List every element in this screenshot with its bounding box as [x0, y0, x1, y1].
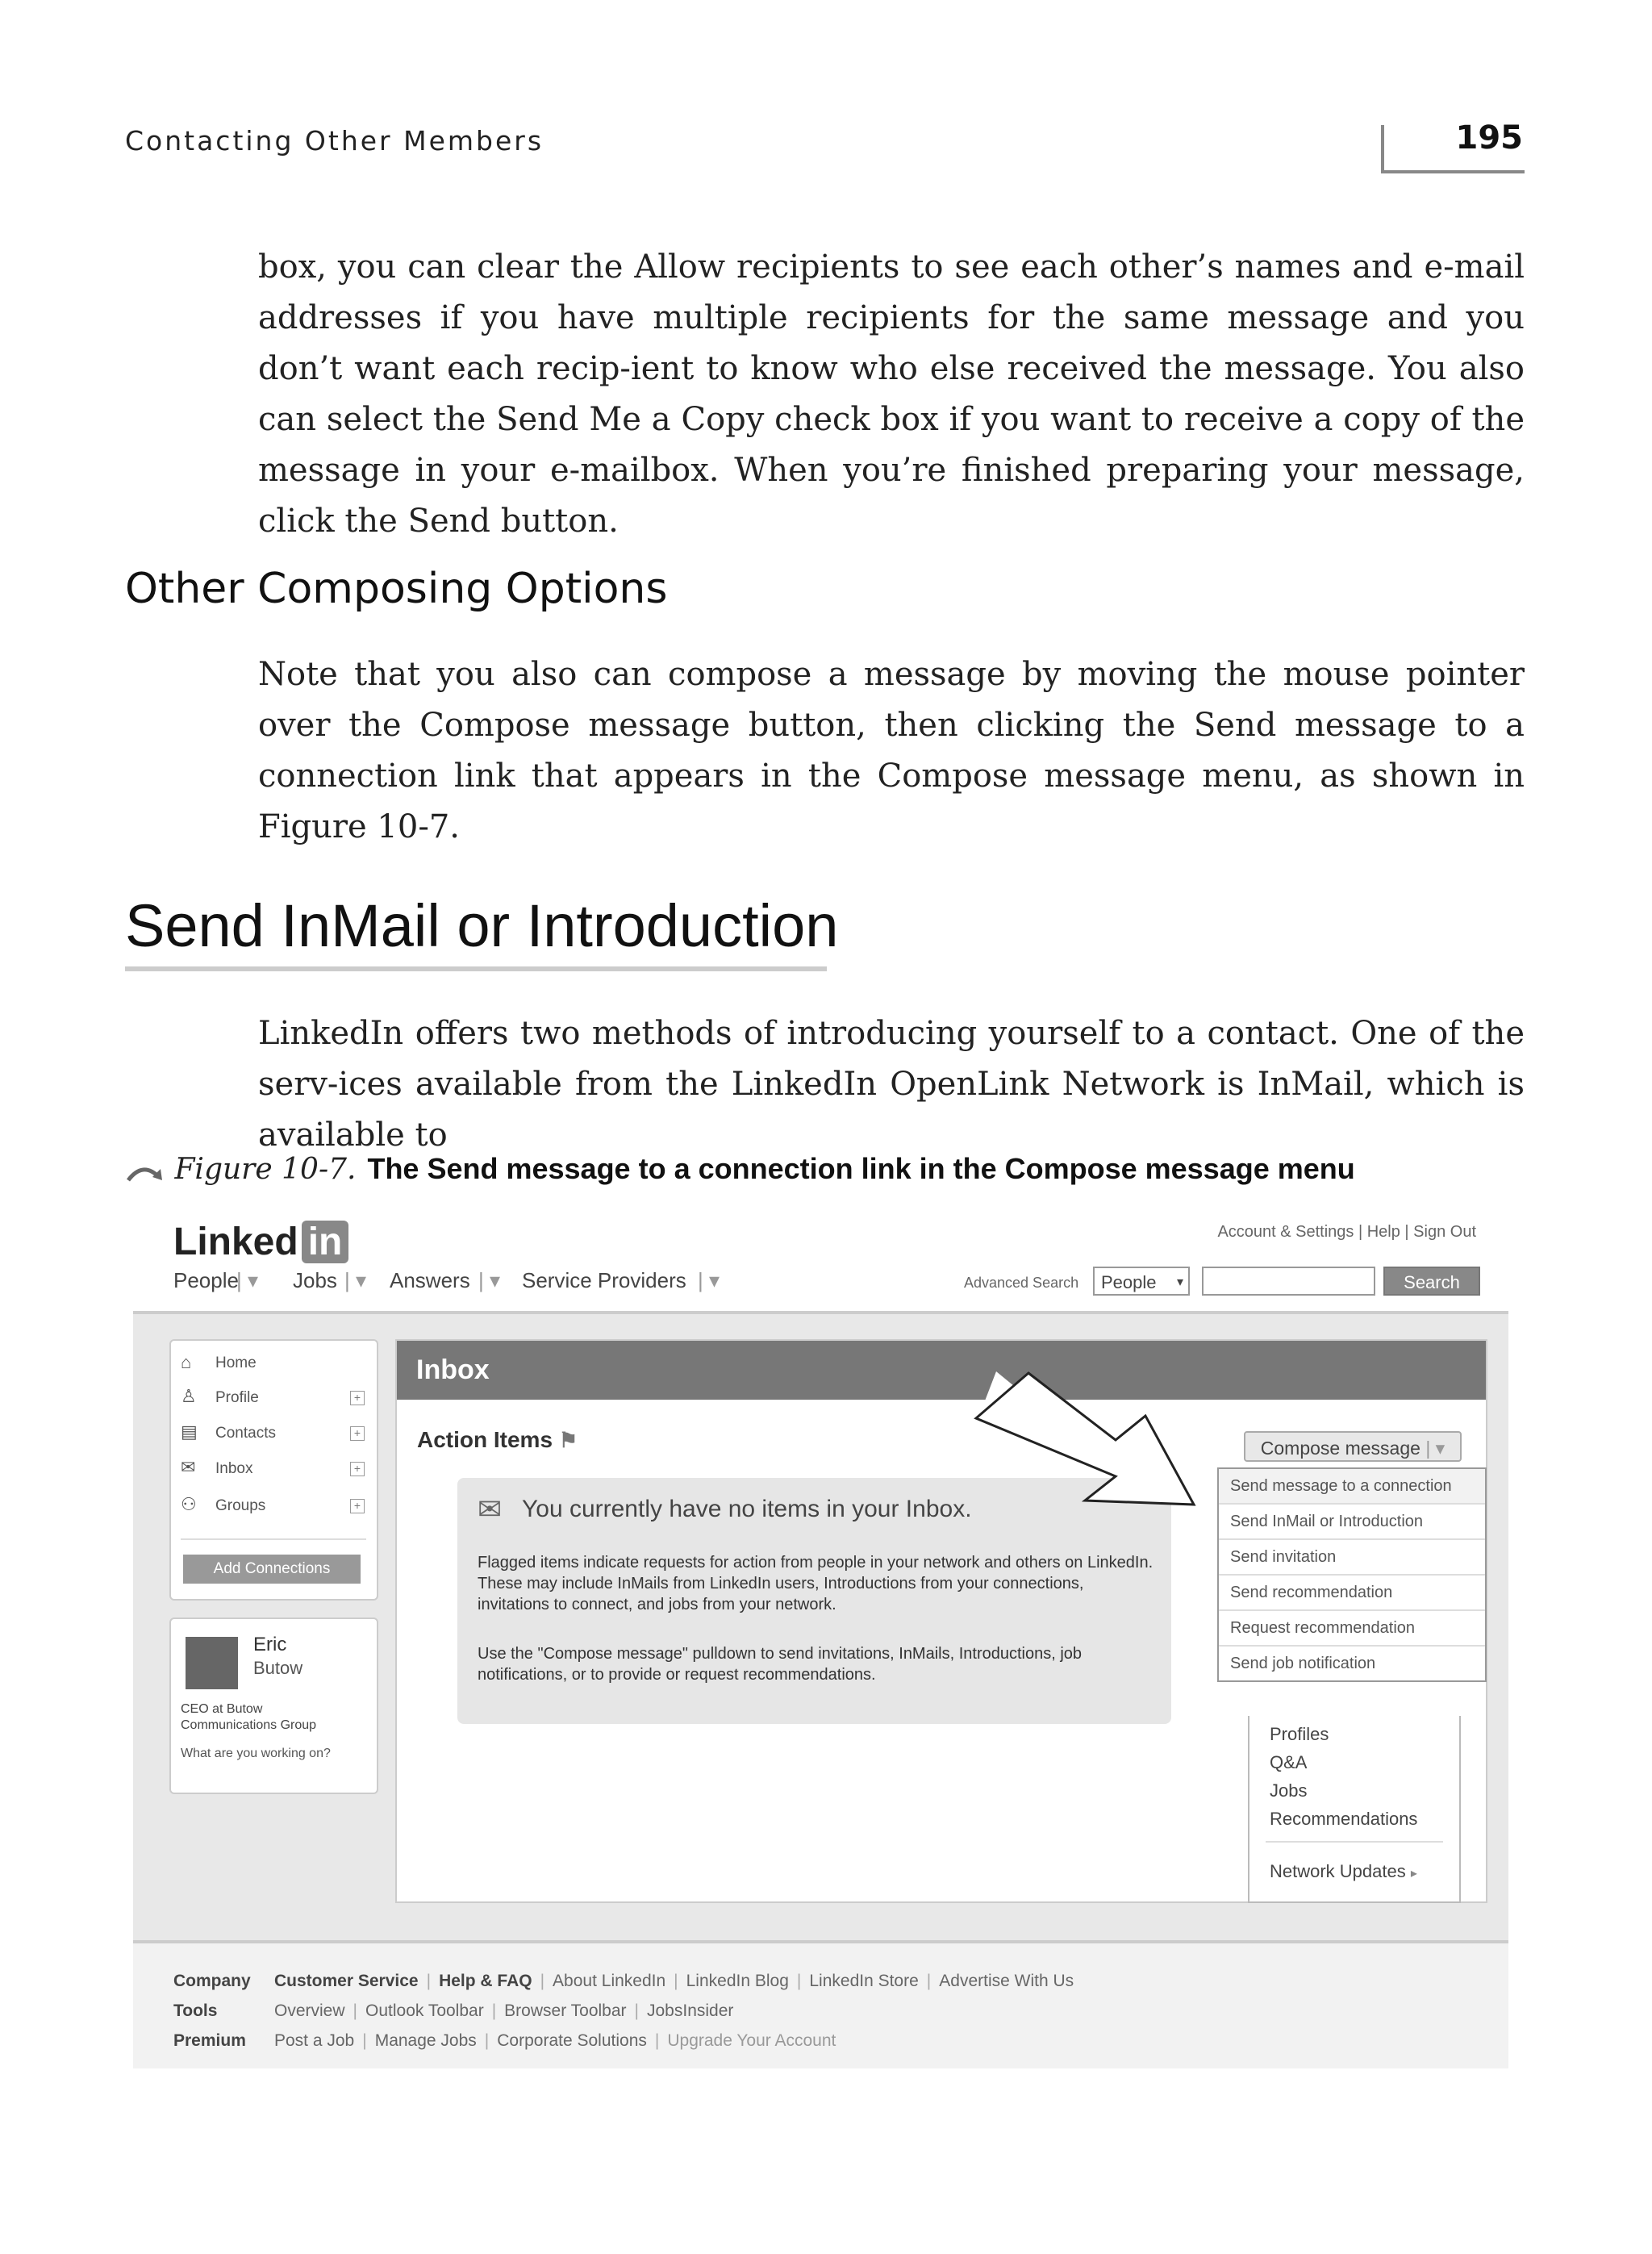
left-nav-home[interactable]: Home	[215, 1354, 257, 1371]
logo-text: Linked	[173, 1221, 298, 1263]
figure-arrow-icon	[125, 1159, 165, 1183]
profile-icon: ♙	[181, 1386, 197, 1406]
footer-separator: |	[426, 1972, 432, 1990]
menu-send-inmail-or-introduction[interactable]: Send InMail or Introduction	[1219, 1505, 1485, 1540]
nav-service-providers[interactable]: Service Providers	[522, 1268, 686, 1292]
network-updates-label: Network Updates	[1270, 1861, 1406, 1881]
search-select-value: People	[1101, 1272, 1157, 1292]
compose-button-label: Compose message	[1260, 1438, 1420, 1459]
left-nav-profile[interactable]: Profile	[215, 1389, 259, 1406]
compose-pulldown-info: Use the "Compose message" pulldown to send invitations, InMails, Introductions, job notifications, or to provide or request recommendations.	[478, 1645, 1083, 1684]
section-heading: Other Composing Options	[125, 565, 668, 613]
footer-separator: |	[654, 2031, 660, 2050]
figure-title: The Send message to a connection link in the Compose message menu	[367, 1152, 1355, 1185]
footer-about-linkedin[interactable]: About LinkedIn	[553, 1972, 666, 1990]
footer-post-a-job[interactable]: Post a Job	[274, 2031, 355, 2050]
footer-separator: |	[634, 2001, 639, 2020]
menu-send-message-to-connection[interactable]: Send message to a connection	[1219, 1469, 1485, 1505]
inbox-header: Inbox	[397, 1341, 1486, 1400]
home-icon: ⌂	[181, 1352, 192, 1372]
search-type-select[interactable]	[1093, 1267, 1190, 1296]
nav-divider-icon: | ▾	[236, 1268, 259, 1292]
footer-linkedin-blog[interactable]: LinkedIn Blog	[686, 1972, 789, 1990]
inbox-icon: ✉	[181, 1457, 196, 1477]
account-links[interactable]: Account & Settings | Help | Sign Out	[1217, 1223, 1476, 1241]
envelope-icon: ✉	[478, 1492, 503, 1526]
nav-answers[interactable]: Answers	[390, 1268, 470, 1292]
footer-jobsinsider[interactable]: JobsInsider	[647, 2001, 734, 2020]
footer-browser-toolbar[interactable]: Browser Toolbar	[504, 2001, 627, 2020]
submenu-jobs[interactable]: Jobs	[1270, 1780, 1308, 1801]
footer-linkedin-store[interactable]: LinkedIn Store	[809, 1972, 919, 1990]
paragraph-1: box, you can clear the Allow recipients to see each other’s names and e-mail addresses if you have multiple recipients for the same message and you don’t want each recip-ient to know who else received the message. You also can select the Send Me a Copy check box if you want to receive a copy of the message in your e-mailbox. When you’re finished preparing your message, click the Send button.	[258, 248, 1525, 540]
menu-send-job-notification[interactable]: Send job notification	[1230, 1655, 1376, 1672]
submenu-qa[interactable]: Q&A	[1270, 1752, 1308, 1772]
nav-divider-icon: | ▾	[478, 1268, 501, 1292]
footer-separator: |	[540, 1972, 545, 1990]
expand-groups-icon[interactable]: +	[350, 1499, 365, 1513]
figure-caption	[125, 1152, 1355, 1186]
menu-send-recommendation[interactable]: Send recommendation	[1219, 1576, 1485, 1611]
footer-premium-label: Premium	[173, 2031, 246, 2050]
submenu-divider	[1266, 1841, 1443, 1843]
submenu-recommendations[interactable]: Recommendations	[1270, 1809, 1418, 1829]
action-items-heading	[417, 1427, 578, 1453]
contacts-icon: ▤	[181, 1421, 198, 1442]
page-number-rule-horizontal	[1381, 170, 1525, 173]
expand-profile-icon[interactable]: +	[350, 1391, 365, 1405]
linkedin-logo[interactable]	[173, 1220, 348, 1264]
heading-underline	[125, 966, 827, 971]
status-prompt[interactable]: What are you working on?	[181, 1747, 331, 1760]
footer-separator: |	[796, 1972, 802, 1990]
profile-first-name[interactable]: Eric	[253, 1634, 287, 1655]
running-head: Contacting Other Members	[125, 125, 544, 157]
search-input[interactable]	[1202, 1267, 1375, 1296]
footer-tools-label: Tools	[173, 2001, 218, 2020]
footer-separator: |	[362, 2031, 367, 2050]
menu-send-invitation[interactable]: Send invitation	[1219, 1540, 1485, 1576]
profile-headline: CEO at Butow Communications Group	[181, 1702, 317, 1732]
left-nav-contacts[interactable]: Contacts	[215, 1425, 276, 1442]
footer-customer-service[interactable]: Customer Service	[274, 1972, 419, 1990]
chapter-heading: Send InMail or Introduction	[125, 892, 839, 959]
nav-jobs[interactable]: Jobs	[293, 1268, 337, 1292]
logo-in-badge: in	[302, 1221, 349, 1263]
chevron-down-icon: ▾	[1176, 1275, 1183, 1289]
footer-premium-row	[173, 2031, 836, 2051]
add-connections-button[interactable]: Add Connections	[183, 1555, 361, 1584]
footer-separator: |	[491, 2001, 497, 2020]
chevron-down-icon: | ▾	[1425, 1438, 1446, 1459]
groups-icon: ⚇	[181, 1494, 197, 1514]
footer-separator: |	[926, 1972, 932, 1990]
nav-divider-icon: | ▾	[698, 1268, 720, 1292]
footer-advertise[interactable]: Advertise With Us	[939, 1972, 1074, 1990]
linkedin-screenshot	[133, 1210, 1508, 2065]
profile-card	[169, 1617, 378, 1794]
flag-icon: ⚑	[558, 1428, 578, 1452]
footer-separator: |	[353, 2001, 357, 2020]
footer-outlook-toolbar[interactable]: Outlook Toolbar	[365, 2001, 484, 2020]
action-items-label: Action Items	[417, 1427, 553, 1452]
footer-separator: |	[674, 1972, 678, 1990]
footer-separator: |	[484, 2031, 490, 2050]
submenu-network-updates[interactable]	[1270, 1861, 1417, 1882]
top-navigation	[133, 1210, 1508, 1311]
empty-inbox-text: You currently have no items in your Inbox.	[522, 1496, 972, 1522]
paragraph-3: LinkedIn offers two methods of introducing yourself to a contact. One of the serv-ices available from the LinkedIn OpenLink Network is InMail, which is available to	[258, 1015, 1525, 1154]
paragraph-2: Note that you also can compose a message by moving the mouse pointer over the Compose message button, then clicking the Send message to a connection link that appears in the Compose message menu, as shown in Figure 10-7.	[258, 656, 1525, 845]
menu-request-recommendation[interactable]: Request recommendation	[1219, 1611, 1485, 1647]
callout-arrow-icon	[972, 1355, 1327, 1541]
page-number: 195	[1455, 119, 1523, 157]
avatar[interactable]	[186, 1637, 238, 1689]
chevron-right-icon: ▸	[1410, 1867, 1417, 1880]
footer-upgrade-account[interactable]: Upgrade Your Account	[667, 2031, 836, 2050]
footer-corporate-solutions[interactable]: Corporate Solutions	[497, 2031, 647, 2050]
nav-divider-icon: | ▾	[344, 1268, 367, 1292]
page-number-rule-vertical	[1381, 125, 1384, 173]
profile-last-name[interactable]: Butow	[253, 1658, 303, 1678]
expand-inbox-icon[interactable]: +	[350, 1462, 365, 1476]
advanced-search-link[interactable]: Advanced Search	[964, 1275, 1079, 1291]
left-navigation	[169, 1339, 378, 1601]
footer-company-row	[173, 1972, 1074, 1991]
footer-tools-row	[173, 2001, 733, 2021]
divider	[181, 1538, 366, 1540]
expand-contacts-icon[interactable]: +	[350, 1426, 365, 1441]
submenu-profiles[interactable]: Profiles	[1270, 1724, 1329, 1744]
footer-manage-jobs[interactable]: Manage Jobs	[374, 2031, 477, 2050]
footer-company-label: Company	[173, 1972, 251, 1990]
footer-overview[interactable]: Overview	[274, 2001, 345, 2020]
nav-people[interactable]: People	[173, 1268, 239, 1292]
left-nav-inbox[interactable]: Inbox	[215, 1460, 253, 1477]
compose-submenu	[1248, 1716, 1461, 1903]
left-nav-groups[interactable]: Groups	[215, 1497, 266, 1514]
figure-number: Figure 10-7.	[174, 1153, 357, 1186]
flagged-items-info: Flagged items indicate requests for action from people in your network and others on LinkedIn. These may include InMails from LinkedIn users, Introductions from your connections, invitations to connect, and jobs from your network.	[478, 1554, 1153, 1613]
footer-help-faq[interactable]: Help & FAQ	[439, 1972, 532, 1990]
search-button[interactable]: Search	[1383, 1267, 1480, 1296]
site-footer	[133, 1940, 1508, 2068]
